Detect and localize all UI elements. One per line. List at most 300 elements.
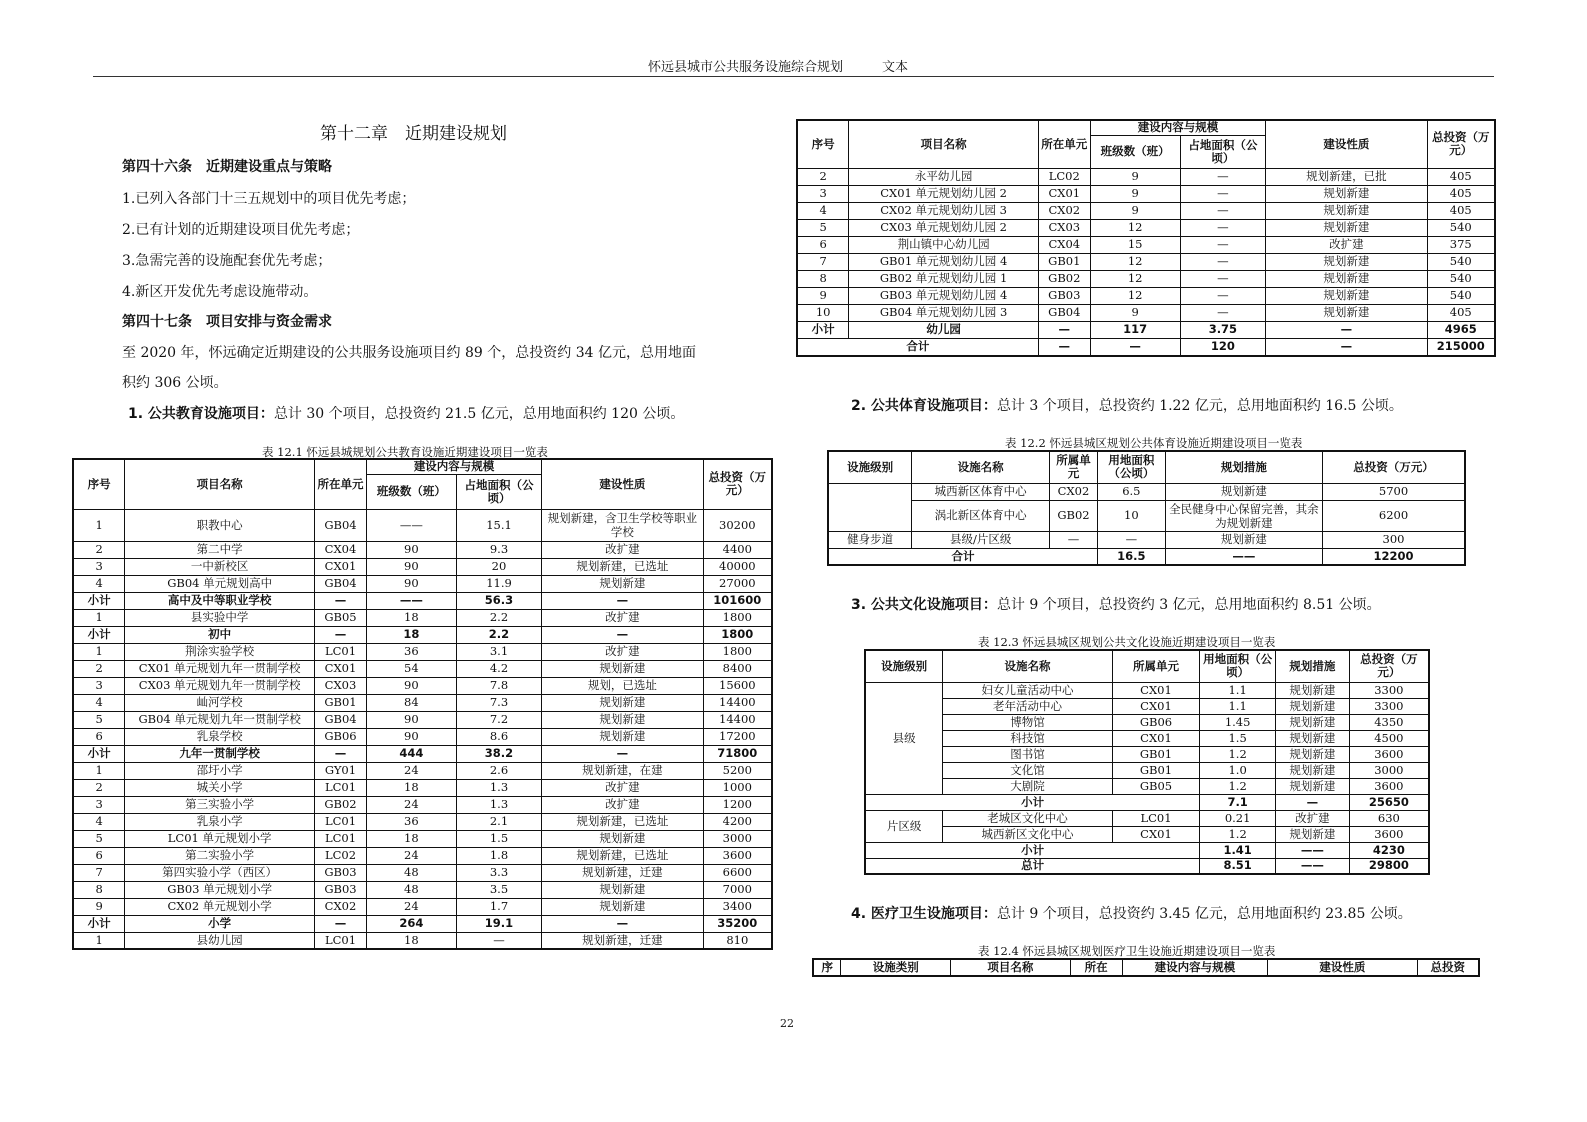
cell: 9 [1090, 202, 1180, 219]
table-row [865, 778, 1429, 794]
cell: 3.3 [456, 864, 541, 881]
cell: — [1180, 270, 1266, 287]
cell: 全民健身中心保留完善，其余为规划新建 [1165, 500, 1322, 531]
cell: 规划新建 [1266, 202, 1427, 219]
cell: GB04 单元规划幼儿园 3 [849, 304, 1039, 321]
cell: 540 [1427, 287, 1495, 304]
cell: 15 [1090, 236, 1180, 253]
cell: 图书馆 [943, 746, 1112, 762]
cell: 老城区文化中心 [943, 810, 1112, 826]
table-row [73, 660, 772, 677]
cell: 规划新建 [542, 898, 703, 915]
table-row [828, 531, 1465, 548]
cell: 县幼儿园 [125, 932, 315, 949]
col-header: 所在 [1070, 959, 1122, 976]
cell: 9 [1090, 185, 1180, 202]
cell: 规划新建 [542, 830, 703, 847]
cell: — [1180, 219, 1266, 236]
cell: CX02 [1038, 202, 1090, 219]
table-row [797, 304, 1495, 321]
cell: 博物馆 [943, 714, 1112, 730]
cell: 7.2 [456, 711, 541, 728]
cell: 540 [1427, 219, 1495, 236]
cell: GB03 [315, 864, 367, 881]
table-row [73, 643, 772, 660]
cell: 3000 [1349, 762, 1429, 778]
medical-text: 总计 9 个项目，总投资约 3.45 亿元，总用地面积约 23.85 公顷。 [996, 906, 1412, 922]
cell: 6600 [703, 864, 772, 881]
cell: 1.7 [456, 898, 541, 915]
medical-label: 4. 医疗卫生设施项目： [851, 906, 997, 922]
cell: 乳泉小学 [125, 813, 315, 830]
cell: 18 [366, 626, 456, 643]
table-row [73, 932, 772, 949]
level-cell: 县级 [865, 682, 943, 794]
sports-label: 2. 公共体育设施项目： [851, 398, 997, 414]
cell: 4 [73, 813, 125, 830]
subtotal-row [73, 915, 772, 932]
cell: 改扩建 [542, 796, 703, 813]
cell: 规划新建 [1275, 730, 1349, 746]
cell: 48 [366, 881, 456, 898]
col-header: 项目名称 [951, 959, 1071, 976]
cell: LC01 [315, 830, 367, 847]
cell: 3000 [703, 830, 772, 847]
cell: 规划新建，已选址 [542, 847, 703, 864]
cell: CX01 [315, 660, 367, 677]
cell: CX01 单元规划九年一贯制学校 [125, 660, 315, 677]
culture-district-subtotal [865, 842, 1429, 858]
table-row [73, 762, 772, 779]
total-area: 120 [1180, 338, 1266, 356]
article46-title: 第四十六条 近期建设重点与策略 [122, 159, 332, 175]
cell: 规划新建，已选址 [542, 813, 703, 830]
cell: 12 [1090, 270, 1180, 287]
col-header: 总投资 [1417, 959, 1479, 976]
cell: 涡北新区体育中心 [912, 500, 1050, 531]
col-nature: 建设性质 [542, 459, 703, 509]
cell: 90 [366, 558, 456, 575]
cell: 改扩建 [1275, 810, 1349, 826]
cell: 第四实验小学（西区） [125, 864, 315, 881]
cell: GB02 [1050, 500, 1098, 531]
cell: 36 [366, 643, 456, 660]
cell: CX01 [1112, 826, 1200, 842]
cell: 27000 [703, 575, 772, 592]
col-area: 占地面积（公顷） [456, 474, 541, 509]
cell: 1200 [703, 796, 772, 813]
cell: 规划新建 [1266, 287, 1427, 304]
cell: 405 [1427, 304, 1495, 321]
cell: 1800 [703, 609, 772, 626]
cell: 规划新建，已批 [1266, 168, 1427, 185]
table-row [797, 185, 1495, 202]
subtotal-row [797, 321, 1495, 338]
cell: — [1180, 202, 1266, 219]
cell: 3.1 [456, 643, 541, 660]
cell: 2.2 [456, 609, 541, 626]
cell: 8 [797, 270, 849, 287]
cell: — [1180, 168, 1266, 185]
cell: 改扩建 [1266, 236, 1427, 253]
cell: CX04 [1038, 236, 1090, 253]
cell: 规划新建 [1266, 270, 1427, 287]
edu-label: 1. 公共教育设施项目： [128, 406, 274, 422]
cell: — [1050, 531, 1098, 548]
table-row [73, 694, 772, 711]
cell: 规划新建 [542, 575, 703, 592]
cell: 初中 [125, 626, 315, 643]
table-row [73, 728, 772, 745]
cell: 1 [73, 932, 125, 949]
cell: 规划新建 [1275, 746, 1349, 762]
cell: 18 [366, 609, 456, 626]
cell: — [1038, 321, 1090, 338]
cell: 117 [1090, 321, 1180, 338]
cell: 6.5 [1097, 483, 1165, 500]
cell: 3400 [703, 898, 772, 915]
cell: 2 [73, 541, 125, 558]
medical-table-caption: 表 12.4 怀远县城区规划医疗卫生设施近期建设项目一览表 [978, 944, 1276, 958]
cell: 4.2 [456, 660, 541, 677]
subtotal-row [73, 626, 772, 643]
cell: 规划新建 [1275, 826, 1349, 842]
medical-table [812, 958, 1480, 977]
cell: 71800 [703, 745, 772, 762]
total-label: 总计 [865, 858, 1200, 874]
cell: 405 [1427, 202, 1495, 219]
cell: CX03 [1038, 219, 1090, 236]
col-level: 设施级别 [828, 451, 912, 483]
cell: 乳泉学校 [125, 728, 315, 745]
cell: 1800 [703, 626, 772, 643]
cell: 4200 [703, 813, 772, 830]
cell: 30200 [703, 509, 772, 541]
cell: CX01 [1112, 730, 1200, 746]
cell: 2 [73, 779, 125, 796]
col-invest: 总投资（万元） [1323, 451, 1465, 483]
culture-summary [851, 594, 1381, 614]
cell: 14400 [703, 694, 772, 711]
col-name: 设施名称 [912, 451, 1050, 483]
cell: 24 [366, 898, 456, 915]
cell: LC02 [1038, 168, 1090, 185]
cell: 1.8 [456, 847, 541, 864]
cell: — [1180, 287, 1266, 304]
cell: CX02 单元规划幼儿园 3 [849, 202, 1039, 219]
cell: 3600 [1349, 826, 1429, 842]
cell: GB01 [1038, 253, 1090, 270]
cell: 文化馆 [943, 762, 1112, 778]
cell: 12 [1090, 253, 1180, 270]
cell: 9 [73, 898, 125, 915]
cell: 规划新建 [1165, 483, 1322, 500]
table-row [73, 541, 772, 558]
col-measure: 规划措施 [1275, 650, 1349, 682]
cell: 48 [366, 864, 456, 881]
cell: GB04 单元规划高中 [125, 575, 315, 592]
article46-item-4: 4.新区开发优先考虑设施带动。 [122, 284, 318, 300]
cell: 规划新建 [1266, 253, 1427, 270]
table-row [865, 714, 1429, 730]
cell: GB03 单元规划幼儿园 4 [849, 287, 1039, 304]
cell: 8 [73, 881, 125, 898]
table-row [865, 698, 1429, 714]
cell: 规划新建，在建 [542, 762, 703, 779]
culture-table-caption: 表 12.3 怀远县城区规划公共文化设施近期建设项目一览表 [978, 635, 1276, 649]
cell: — [1266, 321, 1427, 338]
cell: 9 [797, 287, 849, 304]
cell: 荆山镇中心幼儿园 [849, 236, 1039, 253]
culture-total-row [865, 858, 1429, 874]
cell: CX03 单元规划九年一贯制学校 [125, 677, 315, 694]
cell: CX01 单元规划幼儿园 2 [849, 185, 1039, 202]
cell: 3600 [1349, 746, 1429, 762]
cell: 县级/片区级 [912, 531, 1050, 548]
cell: — [1180, 236, 1266, 253]
cell: GB03 单元规划小学 [125, 881, 315, 898]
cell: GB02 [315, 796, 367, 813]
col-unit: 所在单元 [315, 459, 367, 509]
col-classes: 班级数（班） [1090, 135, 1180, 168]
cell: GB04 [315, 711, 367, 728]
total-classes: — [1090, 338, 1180, 356]
article46-item-3: 3.急需完善的设施配套优先考虑； [122, 253, 332, 269]
cell: LC01 [315, 643, 367, 660]
table-row [73, 609, 772, 626]
cell: 90 [366, 575, 456, 592]
cell: 8.6 [456, 728, 541, 745]
cell: 2.6 [456, 762, 541, 779]
cell: GB06 [315, 728, 367, 745]
cell: 24 [366, 796, 456, 813]
subtotal-invest: 4230 [1349, 842, 1429, 858]
page-number: 22 [780, 1017, 794, 1030]
col-header: 序 [813, 959, 841, 976]
cell: — [542, 915, 703, 932]
cell: 1.5 [1200, 730, 1276, 746]
cell: 规划新建，迁建 [542, 864, 703, 881]
cell: 38.2 [456, 745, 541, 762]
table-row [865, 762, 1429, 778]
cell: 7000 [703, 881, 772, 898]
cell: 810 [703, 932, 772, 949]
cell: LC02 [315, 847, 367, 864]
cell: 405 [1427, 168, 1495, 185]
cell: 90 [366, 541, 456, 558]
cell: 县实验中学 [125, 609, 315, 626]
cell: —— [366, 592, 456, 609]
culture-table [864, 649, 1430, 875]
cell: 630 [1349, 810, 1429, 826]
cell: 科技馆 [943, 730, 1112, 746]
cell: 小计 [73, 592, 125, 609]
col-area: 用地面积（公顷） [1200, 650, 1276, 682]
cell: 40000 [703, 558, 772, 575]
subtotal-area: 1.41 [1200, 842, 1276, 858]
cell: 7 [73, 864, 125, 881]
table-row [797, 287, 1495, 304]
total-area: 16.5 [1097, 548, 1165, 565]
cell: — [1180, 253, 1266, 270]
sports-total-row [828, 548, 1465, 565]
cell: GB06 [1112, 714, 1200, 730]
col-scale: 建设内容与规模 [366, 459, 541, 474]
cell: CX02 [1050, 483, 1098, 500]
cell: 9.3 [456, 541, 541, 558]
col-name: 项目名称 [849, 120, 1039, 168]
cell: 小计 [73, 745, 125, 762]
cell: 90 [366, 728, 456, 745]
cell: 6 [73, 728, 125, 745]
col-nature: 建设性质 [1266, 120, 1427, 168]
table-row [73, 677, 772, 694]
table-row [73, 796, 772, 813]
subtotal-label: 小计 [865, 842, 1200, 858]
cell: 妇女儿童活动中心 [943, 682, 1112, 698]
cell: GB05 [315, 609, 367, 626]
cell: — [315, 626, 367, 643]
cell: GB01 [1112, 762, 1200, 778]
cell: 规划新建 [1266, 219, 1427, 236]
cell: 101600 [703, 592, 772, 609]
culture-county-subtotal [865, 794, 1429, 810]
subtotal-invest: 25650 [1349, 794, 1429, 810]
article47-title: 第四十七条 项目安排与资金需求 [122, 314, 332, 330]
cell: — [1180, 304, 1266, 321]
cell: 8400 [703, 660, 772, 677]
total-label: 合计 [797, 338, 1038, 356]
cell: 3600 [703, 847, 772, 864]
cell: 3 [73, 558, 125, 575]
cell: 城关小学 [125, 779, 315, 796]
table-row [73, 847, 772, 864]
cell: 10 [797, 304, 849, 321]
cell: 规划新建 [1275, 698, 1349, 714]
cell: — [315, 592, 367, 609]
subtotal-area: 7.1 [1200, 794, 1276, 810]
cell: GB01 [315, 694, 367, 711]
cell: CX01 [1112, 698, 1200, 714]
cell: 3300 [1349, 682, 1429, 698]
cell: 永平幼儿园 [849, 168, 1039, 185]
cell: — [315, 915, 367, 932]
col-classes: 班级数（班） [366, 474, 456, 509]
cell: 1.45 [1200, 714, 1276, 730]
total-nature: — [1266, 338, 1427, 356]
cell: 荆涂实验学校 [125, 643, 315, 660]
cell: 1 [73, 762, 125, 779]
cell: 20 [456, 558, 541, 575]
col-unit: 所属单元 [1112, 650, 1200, 682]
col-unit: 所在单元 [1038, 120, 1090, 168]
cell: 改扩建 [542, 643, 703, 660]
cell: 300 [1323, 531, 1465, 548]
cell: 屾河学校 [125, 694, 315, 711]
cell: —— [366, 509, 456, 541]
cell: 3.75 [1180, 321, 1266, 338]
cell: 4 [797, 202, 849, 219]
cell: 1800 [703, 643, 772, 660]
col-header: 设施类别 [841, 959, 951, 976]
cell: 职教中心 [125, 509, 315, 541]
cell: LC01 单元规划小学 [125, 830, 315, 847]
col-header: 建设内容与规模 [1122, 959, 1268, 976]
cell: 3 [73, 677, 125, 694]
cell: 1.0 [1200, 762, 1276, 778]
total-unit: — [1038, 338, 1090, 356]
article46-item-1: 1.已列入各部门十三五规划中的项目优先考虑； [122, 191, 416, 207]
edu-summary [128, 403, 684, 423]
cell: 7 [797, 253, 849, 270]
cell: CX04 [315, 541, 367, 558]
cell: 高中及中等职业学校 [125, 592, 315, 609]
col-invest: 总投资（万元） [1427, 120, 1495, 168]
cell: 6 [73, 847, 125, 864]
cell: 改扩建 [542, 609, 703, 626]
cell: 规划新建 [1275, 762, 1349, 778]
cell: 大剧院 [943, 778, 1112, 794]
cell: 12 [1090, 219, 1180, 236]
table-row [73, 864, 772, 881]
cell: 城西新区体育中心 [912, 483, 1050, 500]
cell: 18 [366, 779, 456, 796]
cell: 405 [1427, 185, 1495, 202]
table-row [73, 509, 772, 541]
cell: 7.3 [456, 694, 541, 711]
cell: 3.5 [456, 881, 541, 898]
kinder-total-row [797, 338, 1495, 356]
cell: 规划新建 [1266, 304, 1427, 321]
cell: 九年一贯制学校 [125, 745, 315, 762]
cell: GB05 [1112, 778, 1200, 794]
cell: GB02 [1038, 270, 1090, 287]
culture-text: 总计 9 个项目，总投资约 3 亿元，总用地面积约 8.51 公顷。 [996, 597, 1381, 613]
cell: 5 [797, 219, 849, 236]
cell: 规划新建 [542, 728, 703, 745]
cell: CX01 [315, 558, 367, 575]
cell: CX01 [1112, 682, 1200, 698]
subtotal-row [73, 745, 772, 762]
subtotal-row [73, 592, 772, 609]
edu-table-caption: 表 12.1 怀远县城规划公共教育设施近期建设项目一览表 [262, 445, 548, 459]
table-row [865, 826, 1429, 842]
cell: 规划新建，含卫生学校等职业学校 [542, 509, 703, 541]
cell: LC01 [315, 813, 367, 830]
cell: 幼儿园 [849, 321, 1039, 338]
cell: 规划新建 [542, 711, 703, 728]
cell: 18 [366, 932, 456, 949]
cell: 规划新建 [542, 881, 703, 898]
cell: 改扩建 [542, 541, 703, 558]
cell: 小计 [797, 321, 849, 338]
cell: 18 [366, 830, 456, 847]
col-header: 建设性质 [1268, 959, 1417, 976]
cell: 15.1 [456, 509, 541, 541]
table-row [73, 813, 772, 830]
cell: 10 [1097, 500, 1165, 531]
cell: 375 [1427, 236, 1495, 253]
sports-table-caption: 表 12.2 怀远县城区规划公共体育设施近期建设项目一览表 [1005, 436, 1303, 450]
medical-summary [851, 903, 1412, 923]
cell: 56.3 [456, 592, 541, 609]
cell: 规划新建 [1266, 185, 1427, 202]
page-header [93, 56, 1494, 77]
cell: 7.8 [456, 677, 541, 694]
cell: 小计 [73, 915, 125, 932]
cell: 35200 [703, 915, 772, 932]
col-unit: 所属单元 [1050, 451, 1098, 483]
